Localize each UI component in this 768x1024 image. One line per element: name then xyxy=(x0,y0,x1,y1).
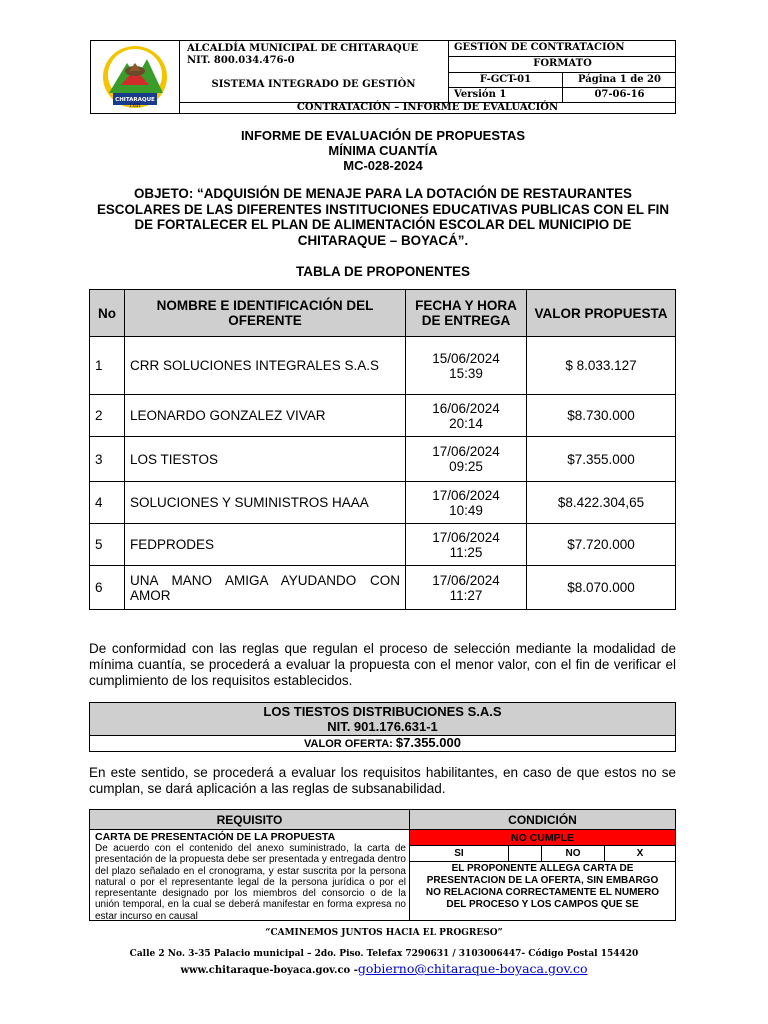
document-header xyxy=(90,40,676,114)
no-mark: X xyxy=(636,848,644,859)
row-delivery-datetime xyxy=(406,437,527,482)
proponents-table xyxy=(89,289,676,610)
row-delivery-datetime xyxy=(406,566,527,610)
table-row xyxy=(90,482,676,524)
row-number: 3 xyxy=(90,437,125,482)
row-offer-value: $7.720.000 xyxy=(527,524,676,566)
report-modality: MÍNIMA CUANTÍA xyxy=(328,143,438,158)
si-mark xyxy=(509,846,542,861)
row-delivery-time: 11:25 xyxy=(449,544,483,560)
row-bidder-name: LOS TIESTOS xyxy=(125,437,406,482)
row-offer-value: $8.730.000 xyxy=(527,395,676,437)
row-number: 2 xyxy=(90,395,125,437)
row-delivery-time: 10:49 xyxy=(449,502,483,518)
entity-name: ALCALDÍA MUNICIPAL DE CHITARAQUE xyxy=(187,43,419,54)
row-delivery-datetime xyxy=(406,482,527,524)
offer-value: $7.355.000 xyxy=(395,735,461,750)
row-bidder-name: FEDPRODES xyxy=(125,524,406,566)
email-link[interactable]: gobierno@chitaraque-boyaca.gov.co xyxy=(357,961,588,976)
contract-object: OBJETO: “ADQUISIÓN DE MENAJE PARA LA DOTACIÓN DE RESTAURANTES ESCOLARES DE LAS DIFERENTES INSTITUCIONES EDUCATIVAS PUBLICAS CON EL FIN DE FORTALECER EL PLAN DE ALIMENTACIÓN ESCOLAR DEL MUNICIPIO DE CHITARAQUE – BOYACÁ”. xyxy=(96,186,670,248)
page-number: Página 1 de 20 xyxy=(578,74,661,85)
table-title: TABLA DE PROPONENTES xyxy=(295,264,470,279)
row-bidder-name: LEONARDO GONZALEZ VIVAR xyxy=(125,395,406,437)
format-label: FORMATO xyxy=(533,58,592,69)
contact-line xyxy=(0,961,768,976)
row-offer-value: $8.070.000 xyxy=(527,566,676,610)
selected-bidder-name: LOS TIESTOS DISTRIBUCIONES S.A.S xyxy=(263,704,502,719)
col-condition: CONDICIÓN xyxy=(410,810,675,830)
contact-separator: - xyxy=(350,965,358,976)
col-no: No xyxy=(90,290,125,337)
observation-text: EL PROPONENTE ALLEGA CARTA DE PRESENTACION DE LA OFERTA, SIN EMBARGO NO RELACIONA CORRECTAMENTE EL NUMERO DEL PROCESO Y LOS CAMPOS QUE SE xyxy=(425,863,660,910)
row-bidder-name: CRR SOLUCIONES INTEGRALES S.A.S xyxy=(125,337,406,395)
row-delivery-date: 17/06/2024 xyxy=(432,572,500,588)
row-delivery-date: 16/06/2024 xyxy=(432,400,500,416)
version: Versión 1 xyxy=(454,89,507,100)
table-row xyxy=(90,524,676,566)
process-code: MC-028-2024 xyxy=(343,158,423,173)
row-number: 1 xyxy=(90,337,125,395)
row-delivery-time: 09:25 xyxy=(449,459,483,474)
requirement-description: De acuerdo con el contenido del anexo suministrado, la carta de presentación de la propuesta debe ser presentada y entregada dentro del plazo señalado en el cronograma, y estar suscrita por la persona natural o por el representante legal de la persona jurídica o por el representante designado por los miembros del consorcio o de la unión temporal, en la cual se deberá manifestar en forma expresa no estar incurso en causal xyxy=(95,843,406,921)
subsanability-paragraph: En este sentido, se procederá a evaluar los requisitos habilitantes, en caso de que estos no se cumplan, se dará aplicación a las reglas de subsanabilidad. xyxy=(89,765,676,796)
col-name: NOMBRE E IDENTIFICACIÓN DEL OFERENTE xyxy=(125,290,406,337)
format-code: F-GCT-01 xyxy=(479,74,532,85)
requirements-table xyxy=(89,809,676,921)
row-delivery-date: 17/06/2024 xyxy=(432,529,500,545)
row-delivery-time: 20:14 xyxy=(449,415,483,431)
row-delivery-date: 17/06/2024 xyxy=(432,487,500,503)
requirement-cell xyxy=(90,830,410,920)
row-offer-value: $8.422.304,65 xyxy=(527,482,676,524)
row-offer-value: $ 8.033.127 xyxy=(527,337,676,395)
document-subtitle: CONTRATACIÓN – INFORME DE EVALUACIÓN xyxy=(296,102,559,113)
slogan: “CAMINEMOS JUNTOS HACIA EL PROGRESO” xyxy=(265,928,503,938)
col-requirement: REQUISITO xyxy=(90,810,410,830)
no-label: NO xyxy=(542,846,605,861)
logo-year: 1.631 xyxy=(129,103,141,108)
row-number: 4 xyxy=(90,482,125,524)
row-bidder-name: SOLUCIONES Y SUMINISTROS HAAA xyxy=(125,482,406,524)
evaluation-paragraph: De conformidad con las reglas que regulan el proceso de selección mediante la modalidad de mínima cuantía, se procederá a evaluar la propuesta con el menor valor, con el fin de verificar el cumplimiento de los requisitos establecidos. xyxy=(89,641,676,688)
requirement-title: CARTA DE PRESENTACIÓN DE LA PROPUESTA xyxy=(95,831,336,843)
table-row xyxy=(90,437,676,482)
row-delivery-datetime xyxy=(406,395,527,437)
selected-bidder-nit: NIT. 901.176.631-1 xyxy=(327,719,438,734)
version-date: 07-06-16 xyxy=(594,89,645,100)
row-delivery-time: 11:27 xyxy=(449,587,483,603)
process-name: GESTIÓN DE CONTRATACIÓN xyxy=(454,42,625,53)
entity-nit: NIT. 800.034.476-0 xyxy=(187,55,295,66)
offer-label: VALOR OFERTA: xyxy=(304,738,393,750)
report-title: INFORME DE EVALUACIÓN DE PROPUESTAS xyxy=(240,128,526,143)
si-label: SI xyxy=(410,846,509,861)
address: Calle 2 No. 3-35 Palacio municipal – 2do. Piso. Telefax 7290631 / 3103006447- Código Postal 154420 xyxy=(129,949,639,959)
table-row xyxy=(90,566,676,610)
row-delivery-date: 15/06/2024 xyxy=(432,350,500,366)
row-delivery-time: 15:39 xyxy=(449,365,483,381)
municipal-logo xyxy=(91,41,180,113)
management-system: SISTEMA INTEGRADO DE GESTIÒN xyxy=(211,79,416,90)
logo-caption: CHITARAQUE xyxy=(115,97,155,103)
status-badge: NO CUMPLE xyxy=(410,830,675,846)
compliance-row xyxy=(410,846,675,862)
row-delivery-datetime xyxy=(406,524,527,566)
row-delivery-datetime xyxy=(406,337,527,395)
row-number: 5 xyxy=(90,524,125,566)
selected-bidder-box xyxy=(89,702,676,752)
row-bidder-name: UNA MANO AMIGA AYUDANDO CON AMOR xyxy=(125,566,406,610)
row-number: 6 xyxy=(90,566,125,610)
col-value: VALOR PROPUESTA xyxy=(527,290,676,337)
col-date: FECHA Y HORA DE ENTREGA xyxy=(406,290,527,337)
table-row xyxy=(90,395,676,437)
table-row xyxy=(90,337,676,395)
row-delivery-date: 17/06/2024 xyxy=(432,444,500,459)
row-offer-value: $7.355.000 xyxy=(527,437,676,482)
website: www.chitaraque-boyaca.gov.co xyxy=(180,965,351,976)
